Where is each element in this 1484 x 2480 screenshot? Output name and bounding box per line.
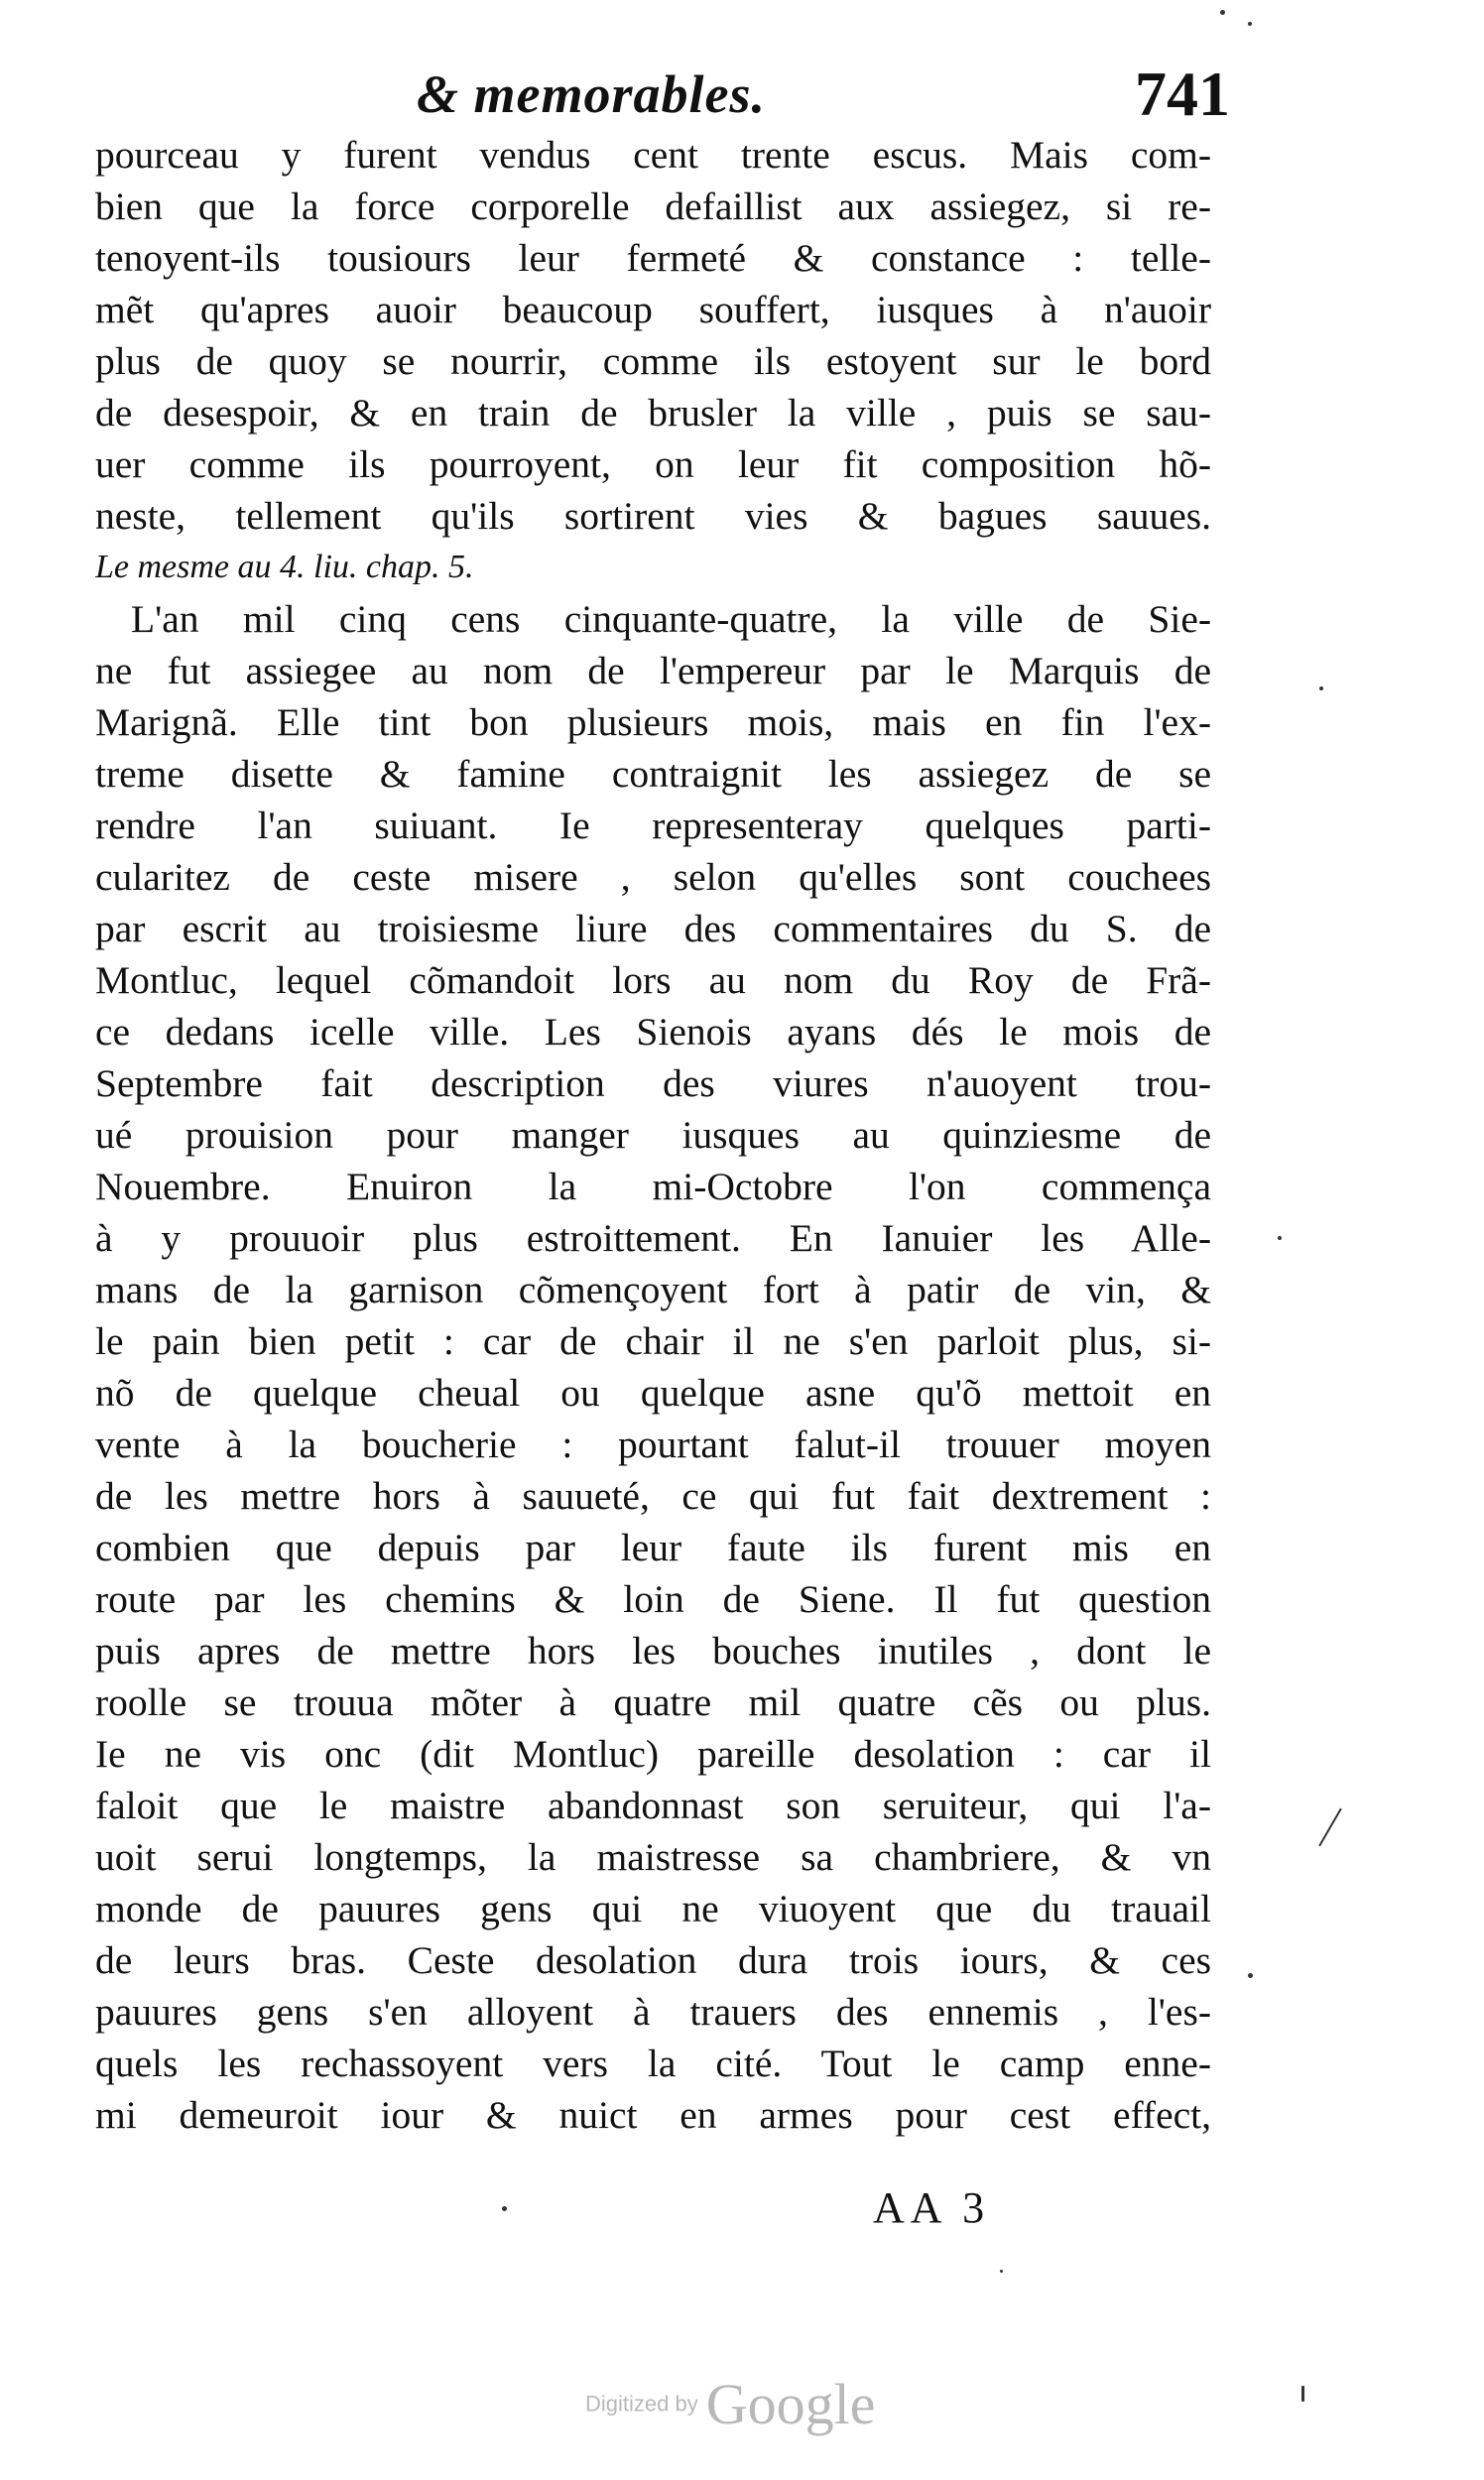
scan-speck xyxy=(1000,2270,1003,2273)
text-line: roolle se trouua mõter à quatre mil quatre cẽs ou plus. xyxy=(95,1680,1211,1724)
text-line: bien que la force corporelle defaillist aux assiegez, si re- xyxy=(95,185,1211,228)
text-line: de leurs bras. Ceste desolation dura trois iours, & ces xyxy=(95,1938,1211,1982)
google-logo: Google xyxy=(705,2372,876,2436)
scan-speck xyxy=(502,2206,507,2211)
digitization-watermark xyxy=(585,2371,875,2437)
page-number: 741 xyxy=(1135,59,1230,129)
scan-speck xyxy=(1301,2386,1304,2402)
text-line: à y prouuoir plus estroittement. En Ianuier les Alle- xyxy=(95,1216,1211,1260)
watermark-prefix: Digitized by xyxy=(585,2391,698,2417)
text-line: mẽt qu'apres auoir beaucoup souffert, iusques à n'auoir xyxy=(95,288,1211,331)
text-line: rendre l'an suiuant. Ie representeray quelques parti- xyxy=(95,804,1211,847)
scan-speck xyxy=(1248,22,1252,26)
text-line: faloit que le maistre abandonnast son seruiteur, qui l'a- xyxy=(95,1784,1211,1827)
text-line: cularitez de ceste misere , selon qu'elles sont couchees xyxy=(95,855,1211,899)
text-line: uer comme ils pourroyent, on leur fit composition hõ- xyxy=(95,442,1211,486)
text-line: quels les rechassoyent vers la cité. Tout le camp enne- xyxy=(95,2042,1211,2085)
scan-speck xyxy=(1278,1236,1282,1240)
text-line: mans de la garnison cõmençoyent fort à patir de vin, & xyxy=(95,1268,1211,1311)
text-line: Marignã. Elle tint bon plusieurs mois, mais en fin l'ex- xyxy=(95,700,1211,744)
scan-speck xyxy=(1318,1807,1342,1846)
text-line: de les mettre hors à sauueté, ce qui fut fait dextrement : xyxy=(95,1474,1211,1518)
text-line: pauures gens s'en alloyent à trauers des ennemis , l'es- xyxy=(95,1990,1211,2034)
text-line: uoit serui longtemps, la maistresse sa chambriere, & vn xyxy=(95,1835,1211,1879)
signature-mark: AA 3 xyxy=(873,2183,991,2232)
text-line: treme disette & famine contraignit les assiegez de se xyxy=(95,752,1211,796)
scan-speck xyxy=(1220,10,1225,15)
text-line: Septembre fait description des viures n'auoyent trou- xyxy=(95,1061,1211,1105)
scan-speck xyxy=(1248,1973,1253,1978)
page-body xyxy=(95,129,1211,2141)
text-line: nõ de quelque cheual ou quelque asne qu'õ mettoit en xyxy=(95,1371,1211,1415)
text-line: vente à la boucherie : pourtant falut-il trouuer moyen xyxy=(95,1423,1211,1466)
text-line: par escrit au troisiesme liure des commentaires du S. de xyxy=(95,907,1211,950)
text-line: plus de quoy se nourrir, comme ils estoyent sur le bord xyxy=(95,339,1211,383)
text-line: ne fut assiegee au nom de l'empereur par le Marquis de xyxy=(95,649,1211,692)
text-line: de desespoir, & en train de brusler la ville , puis se sau- xyxy=(95,391,1211,434)
text-line: neste, tellement qu'ils sortirent vies & bagues sauues. xyxy=(95,494,1211,538)
text-line: route par les chemins & loin de Siene. Il fut question xyxy=(95,1577,1211,1621)
text-line: le pain bien petit : car de chair il ne s'en parloit plus, si- xyxy=(95,1319,1211,1363)
text-line: Ie ne vis onc (dit Montluc) pareille desolation : car il xyxy=(95,1732,1211,1776)
text-line: L'an mil cinq cens cinquante-quatre, la ville de Sie- xyxy=(131,597,1211,641)
text-line: ce dedans icelle ville. Les Sienois ayans dés le mois de xyxy=(95,1010,1211,1054)
text-line: Montluc, lequel cõmandoit lors au nom du Roy de Frã- xyxy=(95,958,1211,1002)
source-reference: Le mesme au 4. liu. chap. 5. xyxy=(95,549,474,585)
text-line: monde de pauures gens qui ne viuoyent que du trauail xyxy=(95,1887,1211,1930)
text-line: puis apres de mettre hors les bouches inutiles , dont le xyxy=(95,1629,1211,1673)
text-line: ué prouision pour manger iusques au quinziesme de xyxy=(95,1113,1211,1157)
text-line: pourceau y furent vendus cent trente escus. Mais com- xyxy=(95,133,1211,177)
running-title: & memorables. xyxy=(417,64,766,124)
text-line: mi demeuroit iour & nuict en armes pour cest effect, xyxy=(95,2093,1211,2137)
scan-speck xyxy=(1319,686,1323,690)
text-line: tenoyent-ils tousiours leur fermeté & constance : telle- xyxy=(95,236,1211,280)
text-line: combien que depuis par leur faute ils furent mis en xyxy=(95,1526,1211,1569)
text-line: Nouembre. Enuiron la mi-Octobre l'on commença xyxy=(95,1165,1211,1208)
